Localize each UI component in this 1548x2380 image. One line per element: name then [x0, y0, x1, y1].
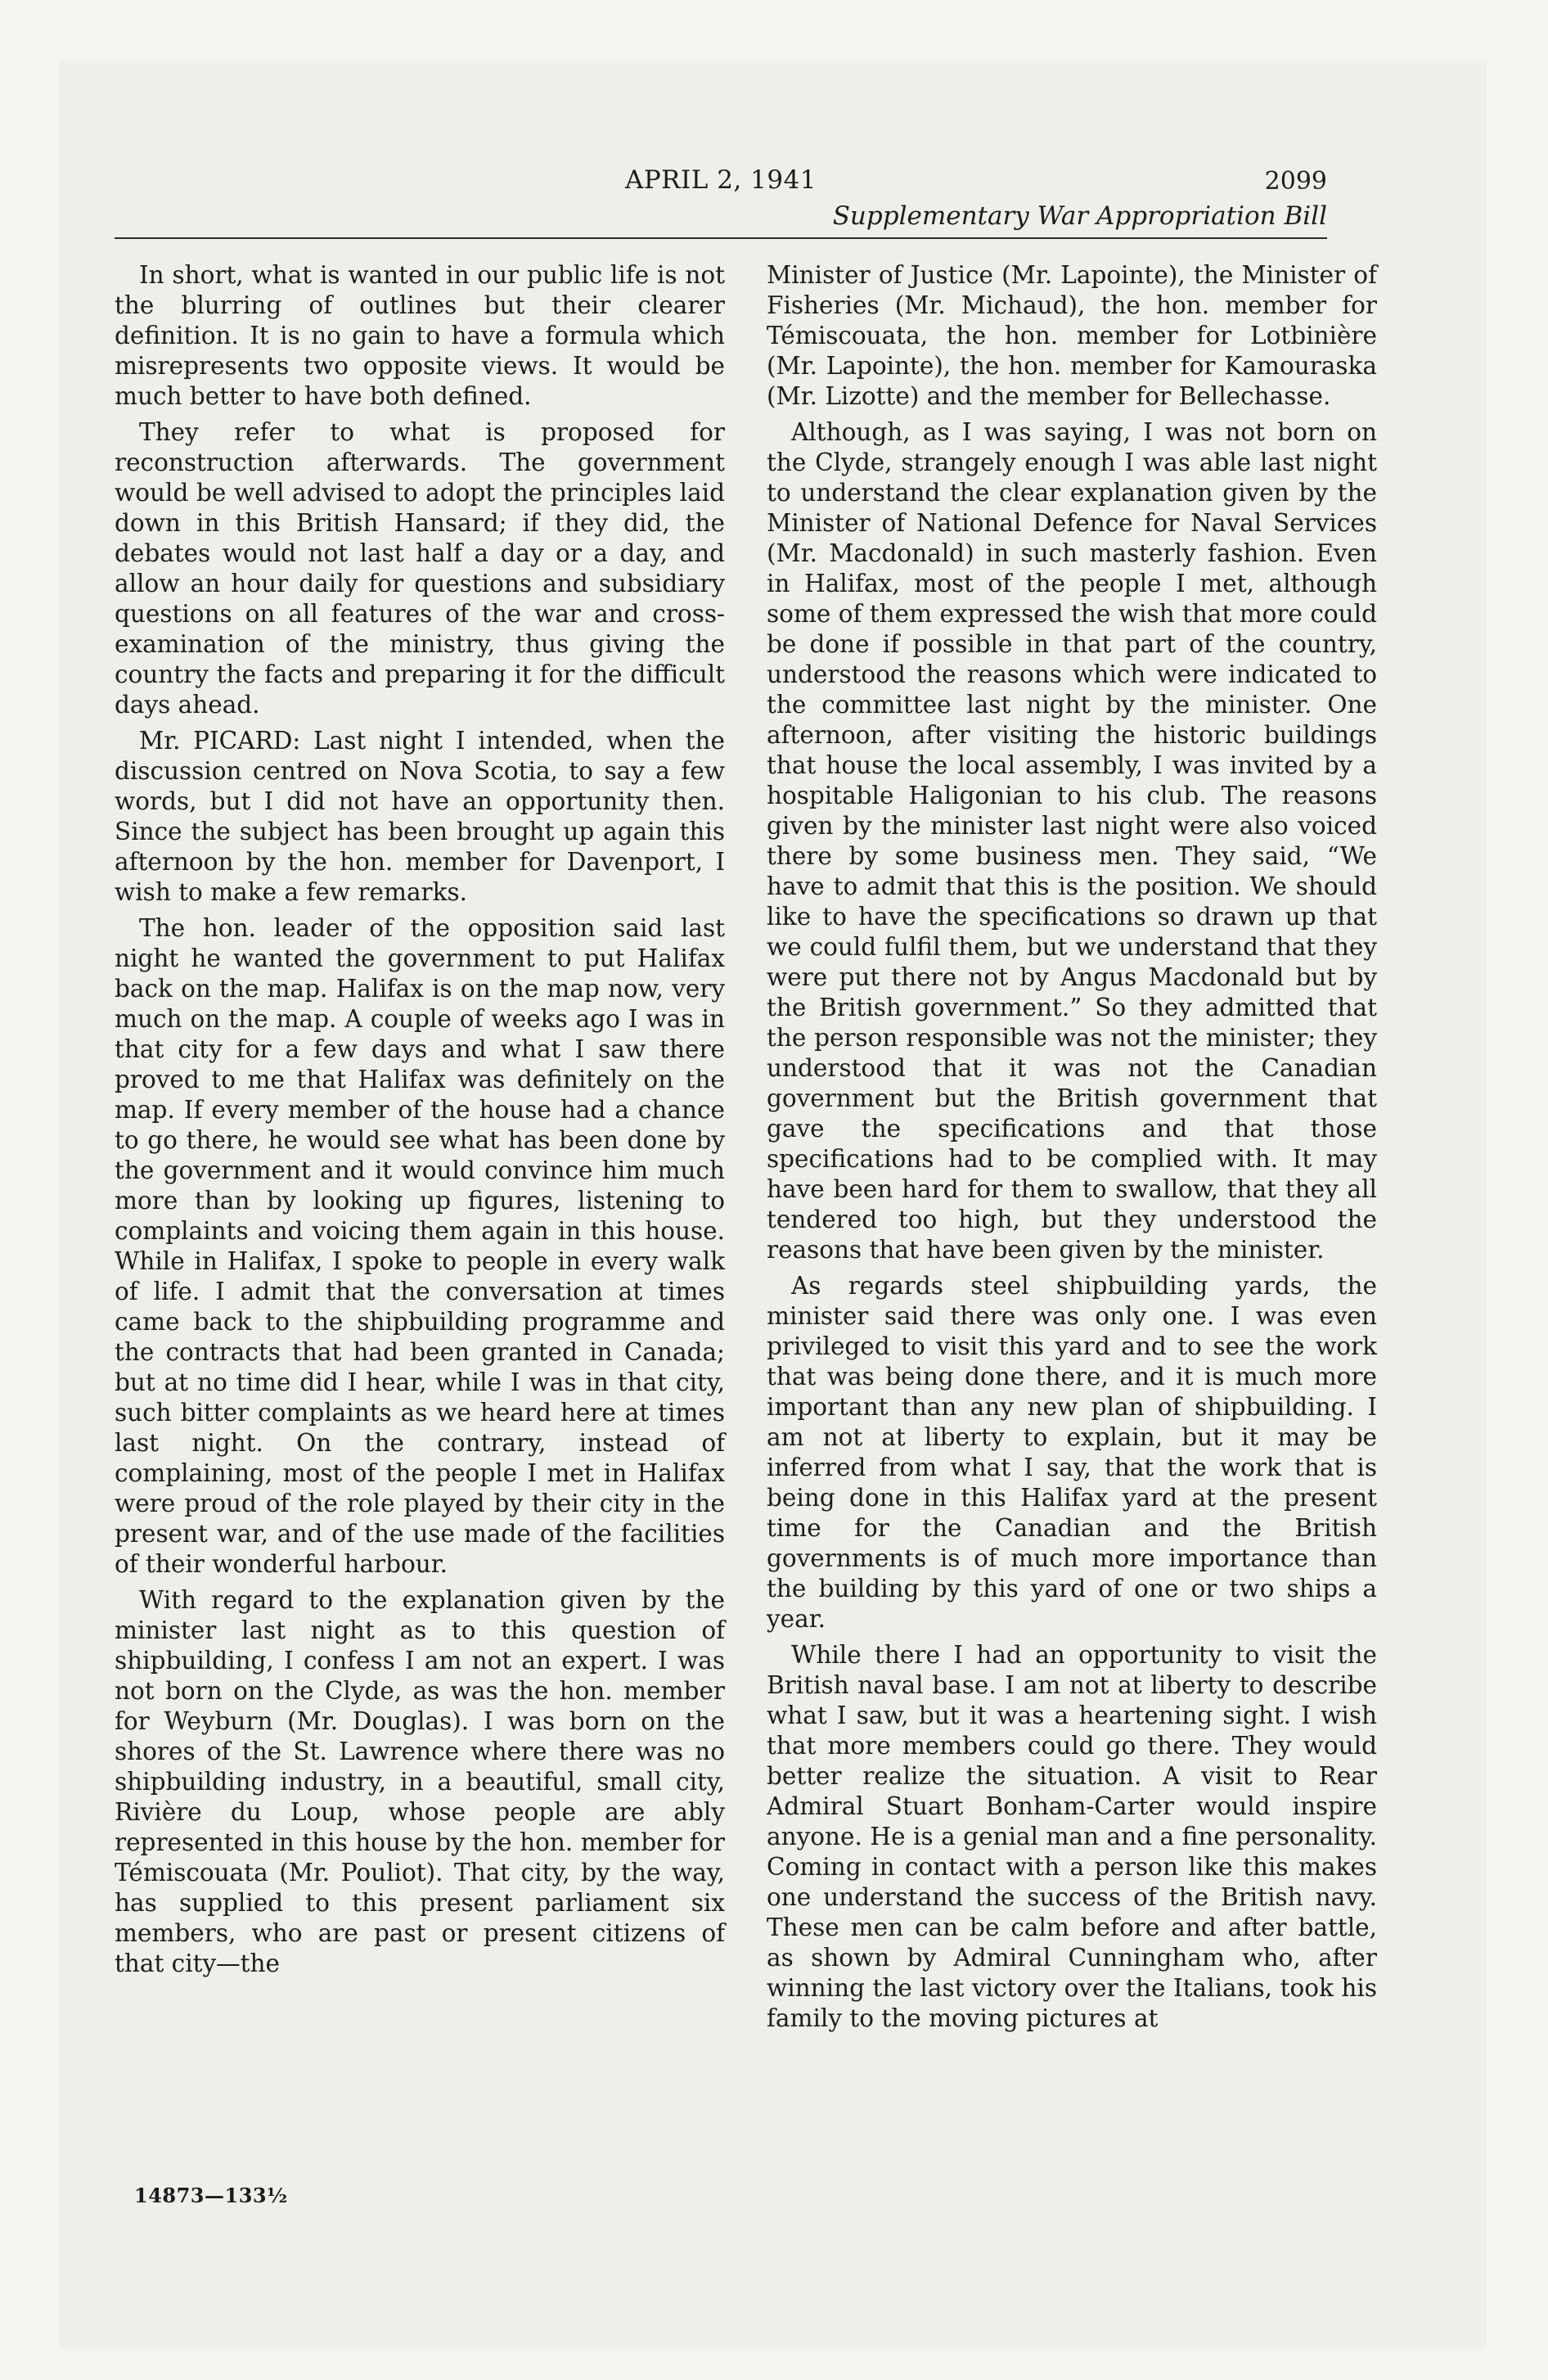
header-rule: [115, 237, 1327, 239]
paragraph: They refer to what is proposed for reconstruction afterwards. The government would be well advised to adopt the principles laid down in this British Hansard; if they did, the debates would not last half a day or a day, and allow an hour daily for questions and subsidiary questions on all features of the war and cross-examination of the ministry, thus giving the country the facts and preparing it for the difficult days ahead.: [115, 418, 725, 719]
paragraph: Although, as I was saying, I was not born on the Clyde, strangely enough I was able last night to understand the clear explanation given by the Minister of National Defence for Naval Services (Mr. Macdonald) in such masterly fashion. Even in Halifax, most of the people I met, although some of them expressed the wish that more could be done if possible in that part of the country, understood the reasons which were indicated to the committee last night by the minister. One afternoon, after visiting the historic buildings that house the local assembly, I was invited by a hospitable Haligonian to his club. The reasons given by the minister last night were also voiced there by some business men. They said, “We have to admit that this is the position. We should like to have the specifications so drawn up that we could fulfil them, but we understand that they were put there not by Angus Macdonald but by the British government.” So they admitted that the person responsible was not the minister; they understood that it was not the Canadian government but the British government that gave the specifications and that those specifications had to be complied with. It may have been hard for them to swallow, that they all tendered too high, but they understood the reasons that have been given by the minister.: [767, 418, 1377, 1264]
paragraph: As regards steel shipbuilding yards, the minister said there was only one. I was even privileged to visit this yard and to see the work that was being done there, and it is much more important than any new plan of shipbuilding. I am not at liberty to explain, but it may be inferred from what I say, that the work that is being done in this Halifax yard at the present time for the Canadian and the British governments is of much more importance than the building by this yard of one or two ships a year.: [767, 1272, 1377, 1633]
paragraph-continued: Minister of Justice (Mr. Lapointe), the Minister of Fisheries (Mr. Michaud), the hon. member for Témiscouata, the hon. member for Lotbinière (Mr. Lapointe), the hon. member for Kamouraska (Mr. Lizotte) and the member for Bellechasse.: [767, 261, 1377, 410]
running-header: [115, 164, 1327, 242]
signature-mark: 14873—133½: [134, 2184, 288, 2207]
header-date: APRIL 2, 1941: [624, 165, 817, 195]
page-number: 2099: [1264, 167, 1327, 196]
paragraph: With regard to the explanation given by the minister last night as to this question of shipbuilding, I confess I am not an expert. I was not born on the Clyde, as was the hon. member for Weyburn (Mr. Douglas). I was born on the shores of the St. Lawrence where there was no shipbuilding industry, in a beautiful, small city, Rivière du Loup, whose people are ably represented in this house by the hon. member for Témiscouata (Mr. Pouliot). That city, by the way, has supplied to this present parliament six members, who are past or present citizens of that city—the: [115, 1586, 725, 1977]
left-column: [115, 260, 725, 1985]
section-title: Supplementary War Appropriation Bill: [832, 201, 1327, 231]
paragraph: The hon. leader of the opposition said last night he wanted the government to put Halifax back on the map. Halifax is on the map now, very much on the map. A couple of weeks ago I was in that city for a few days and what I saw there proved to me that Halifax was definitely on the map. If every member of the house had a chance to go there, he would see what has been done by the government and it would convince him much more than by looking up figures, listening to complaints and voicing them again in this house. While in Halifax, I spoke to people in every walk of life. I admit that the conversation at times came back to the shipbuilding programme and the contracts that had been granted in Canada; but at no time did I hear, while I was in that city, such bitter complaints as we heard here at times last night. On the contrary, instead of complaining, most of the people I met in Halifax were proud of the role played by their city in the present war, and of the use made of the facilities of their wonderful harbour.: [115, 914, 725, 1578]
paragraph: Mr. PICARD: Last night I intended, when the discussion centred on Nova Scotia, to say a few words, but I did not have an opportunity then. Since the subject has been brought up again this afternoon by the hon. member for Davenport, I wish to make a few remarks.: [115, 727, 725, 906]
paragraph: In short, what is wanted in our public life is not the blurring of outlines but their clearer definition. It is no gain to have a formula which misrepresents two opposite views. It would be much better to have both defined.: [115, 261, 725, 410]
paragraph: While there I had an opportunity to visit the British naval base. I am not at liberty to describe what I saw, but it was a heartening sight. I wish that more members could go there. They would better realize the situation. A visit to Rear Admiral Stuart Bonham-Carter would inspire anyone. He is a genial man and a fine personality. Coming in contact with a person like this makes one understand the success of the British navy. These men can be calm before and after battle, as shown by Admiral Cunningham who, after winning the last victory over the Italians, took his family to the moving pictures at: [767, 1641, 1377, 2032]
right-column: [767, 260, 1377, 2040]
